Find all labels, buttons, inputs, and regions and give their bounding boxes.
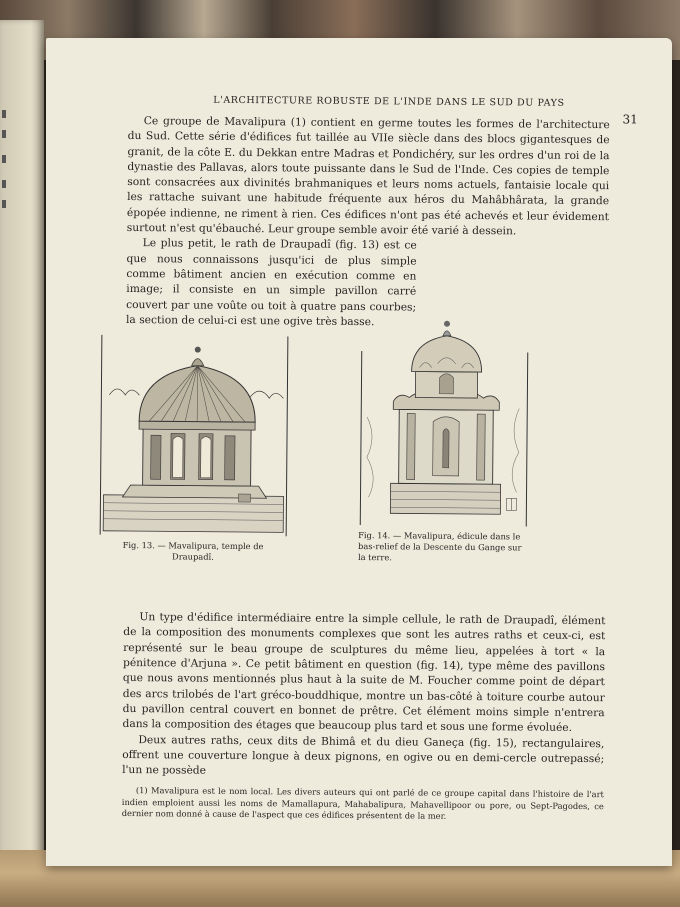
page-number: 31 bbox=[622, 112, 638, 127]
adjacent-book-page bbox=[0, 20, 44, 907]
figures-row bbox=[124, 335, 608, 609]
paragraph-3: Un type d'édifice intermédiaire entre la simple cellule, le rath de Draupadî, élément de la composition des monuments complexes que sont les autres raths et ceux-ci, est représenté sur le beau groupe de sculptures du même lieu, appelées à tort « la pénitence d'Arjuna ». Ce petit bâtiment en question (fig. 14), type même des pavillons que nous avons mentionnés plus haut à la suite de M. Foucher comme point de départ des arcs trilobés de l'art gréco-bouddhique, montre un bas-côté à toiture courbe autour du pavillon central couvert en bonnet de prêtre. Cet élément moins simple n'entrera dans la composition des étages que beaucoup plus tard et sous une forme évoluée. bbox=[122, 610, 606, 735]
paragraph-4: Deux autres raths, ceux dits de Bhimâ et du dieu Ganeça (fig. 15), rectangulaires, offrent une couverture longue à deux pignons, en ogive ou en demi-cercle outrepassé; l'un ne possède bbox=[122, 732, 605, 777]
figure-13 bbox=[98, 335, 290, 564]
book-page bbox=[46, 38, 672, 866]
footnote: (1) Mavalipura est le nom local. Les divers auteurs qui ont parlé de ce groupe capital dans l'histoire de l'art indien emploient aussi les noms de Mamallapura, Mahabalipura, Mahavellipoor ou pore, ou Sept-Pagodes, ce dernier nom donné à cause de l'aspect que ces édifices présentent de la mer. bbox=[121, 785, 604, 822]
paragraph-2: Le plus petit, le rath de Draupadî (fig. 13) est ce que nous connaissons jusqu'ici de plus simple comme bâtiment ancien en exécution comme en image; il consiste en un simple pavillon carré couvert par une voûte ou toit à quatre pans courbes; la section de celui-ci est une ogive très basse. bbox=[125, 236, 417, 329]
paragraph-1: Ce groupe de Mavalipura (1) contient en germe toutes les formes de l'architecture du Sud. Cette série d'édifices fut taillée au VIIe siècle dans des blocs gigantesques de granit, de la côte E. du Dekkan entre Madras et Pondichéry, sur les ordres d'un roi de la dynastie des Pallavas, alors toute puissante dans le Sud de l'Inde. Ces copies de temple sont consacrées aux divinités brahmaniques et leurs noms actuels, fantaisie locale qui les rattache suivant une habitude fréquente aux héros du Mahâbhârata, la grande épopée indienne, ne riment à rien. Ces édifices n'ont pas été achevés et leur évidement surtout n'est qu'ébauché. Leur groupe semble avoir été varié à dessein. bbox=[126, 114, 610, 238]
draupadi-temple-illustration bbox=[98, 335, 290, 537]
figure-14-caption: Fig. 14. — Mavalipura, édicule dans le bas-relief de la Descente du Gange sur la terre. bbox=[357, 530, 522, 563]
running-head: L'ARCHITECTURE ROBUSTE DE L'INDE DANS LE SUD DU PAYS bbox=[213, 94, 565, 109]
figure-13-caption: Fig. 13. — Mavalipura, temple de Draupadî. bbox=[122, 540, 264, 562]
figure-14 bbox=[358, 297, 530, 564]
edicule-bas-relief-illustration bbox=[358, 297, 530, 526]
page-content bbox=[121, 94, 638, 832]
